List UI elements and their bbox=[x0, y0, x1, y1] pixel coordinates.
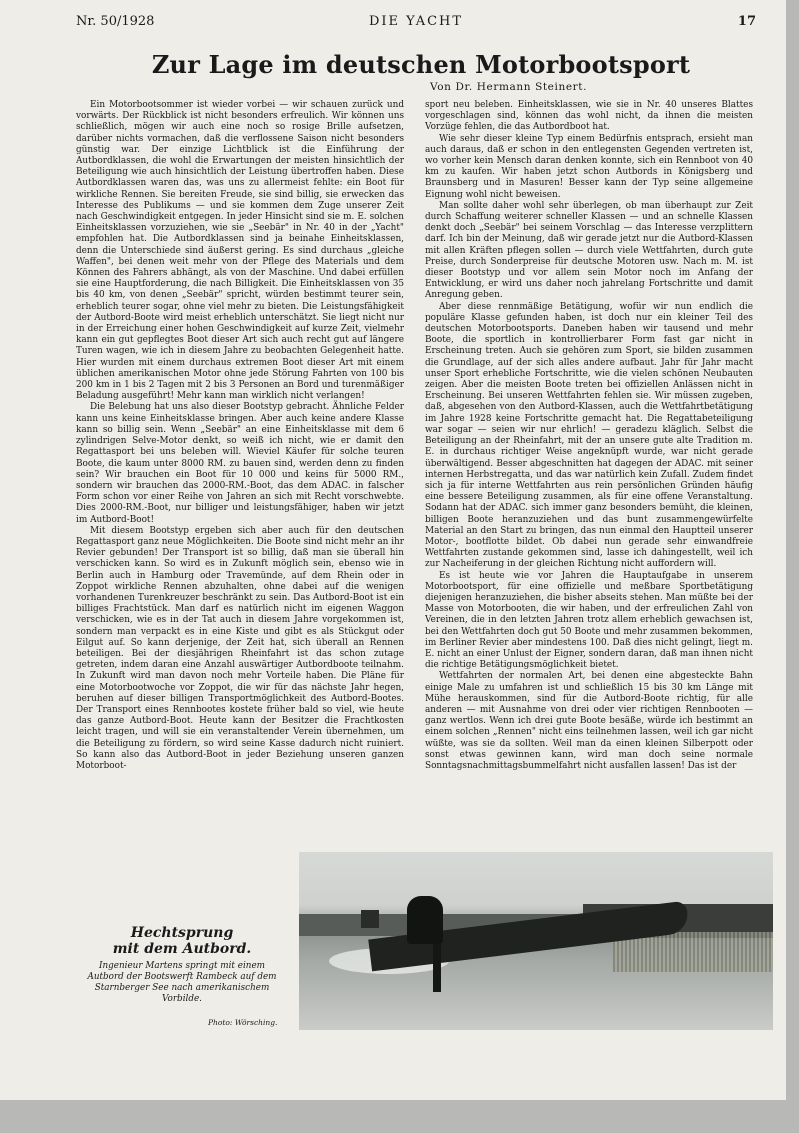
paragraph: Es ist heute wie vor Jahren die Hauptaufgabe in unserem Motorbootsport, für eine offizielle und meßbare Sportbetätigung diejenigen heranzuziehen, die bisher abseits stehen. Man müßte bei der Masse von Motorbooten, die wir haben, und der erfreulichen Zahl von Vereinen, die in den letzten Jahren trotz allem erheblich gewachsen ist, bei den Wettfahrten doch gut 50 Boote und mehr zusammen bekommen, im Berliner Revier aber mindestens 100. Daß dies nicht gelingt, liegt m. E. nicht an einer Unlust der Eigner, sondern daran, daß man ihnen nicht die richtige Betätigungsmöglichkeit bietet. bbox=[425, 570, 753, 671]
photo-motor-leg bbox=[433, 944, 441, 992]
caption-title-line: Hechtsprung bbox=[130, 925, 234, 941]
article-column-left bbox=[76, 100, 404, 835]
paragraph: Die Belebung hat uns also dieser Bootstyp gebracht. Ähnliche Felder kann uns keine Einheitsklasse bringen. Aber auch keine andere Klasse kann so billig sein. Wenn „Seebär" an eine Einheitsklasse mit dem 6 zylindrigen Selve-Motor denkt, so weiß ich nicht, wie er damit den Regattasport bei uns beleben will. Wieviel Käufer für solche teuren Boote, die kaum unter 8000 RM. zu bauen sind, werden denn zu finden sein? Wir brauchen ein Boot für 10 000 und keins für 5000 RM., sondern wir brauchen das 2000-RM.-Boot, das dem ADAC. in falscher Form schon vor einer Reihe von Jahren an sich mit Recht vorschwebte. Dies 2000-RM.-Boot, nur billiger und leistungsfähiger, haben wir jetzt im Autbord-Boot! bbox=[76, 402, 404, 525]
paragraph: Aber diese rennmäßige Betätigung, wofür wir nun endlich die populäre Klasse gefunden haben, ist doch nur ein kleiner Teil des deutschen Motorbootsports. Daneben haben wir tausend und mehr Boote, die sportlich in kontrollierbarer Form fast gar nicht in Erscheinung treten. Auch sie gehören zum Sport, sie bilden zusammen die Grundlage, auf der sich alles andere aufbaut. Jahr für Jahr macht unser Sport erhebliche Fortschritte, wie die vielen schönen Neubauten zeigen. Aber die meisten Boote treten bei offiziellen Anlässen nicht in Erscheinung. Bei unseren Wettfahrten fehlen sie. Wir müssen zugeben, daß, abgesehen von den Autbord-Klassen, auch die Wettfahrtbetätigung im Jahre 1928 keine Fortschritte gemacht hat. Die Regattabeteiligung war sogar — seien wir nur ehrlich! — geradezu kläglich. Selbst die Beteiligung an der Rheinfahrt, mit der an unsere gute alte Tradition m. E. in durchaus richtiger Weise angeknüpft wurde, war nicht gerade überwältigend. Besser abgeschnitten hat dagegen der ADAC. mit seiner internen Herbstregatta, und das war natürlich kein Zufall. Zudem findet sich ja für interne Wettfahrten aus rein persönlichen Gründen häufig eine bessere Beteiligung zusammen, als für eine offene Veranstaltung. Sodann hat der ADAC. sich immer ganz besonders bemüht, die kleinen, billigen Boote heranzuziehen und das bunt zusammengewürfelte Material an den Start zu bringen, das nun einmal den Hauptteil unserer Motor-, bootflotte bildet. Ob dabei nun gerade sehr einwandfreie Wettfahrten zustande gekommen sind, lasse ich dahingestellt, weil ich zur Nacheiferung in der gleichen Richtung nicht auffordern will. bbox=[425, 301, 753, 570]
photo-credit: Photo: Wörsching. bbox=[208, 1018, 278, 1027]
article-byline: Von Dr. Hermann Steinert. bbox=[430, 81, 588, 93]
figure-caption-text: Ingenieur Martens springt mit einem Autbord der Bootswerft Rambeck auf dem Starnberger See nach amerikanischem Vorbilde. bbox=[87, 961, 277, 1004]
paragraph: Ein Motorbootsommer ist wieder vorbei — wir schauen zurück und vorwärts. Der Rückblick ist nicht besonders erfreulich. Wir können uns schließlich, mögen wir auch eine noch so rosige Brille aufsetzen, darüber nichts vormachen, daß die verflossene Saison nicht besonders günstig war. Der einzige Lichtblick ist die Einführung der Autbordklassen, die wohl die Erwartungen der meisten hinsichtlich der Beteiligung wie auch hinsichtlich der Leistung übertroffen haben. Diese Autbordklassen waren das, was uns zu allermeist fehlte: ein Boot für wirkliche Rennen. Sie bereiten Freude, sie sind billig, sie erwecken das Interesse des Publikums — und sie kommen dem Zuge unserer Zeit nach Geschwindigkeit entgegen. In jeder Hinsicht sind sie m. E. solchen Einheitsklassen vorzuziehen, wie sie „Seebär" in Nr. 40 in der „Yacht" empfohlen hat. Die Autbordklassen sind ja beinahe Einheitsklassen, denn die Unterschiede sind äußerst gering. Es sind durchaus „gleiche Waffen", bei denen weit mehr von der Pflege des Materials und dem Können des Fahrers abhängt, als von der Maschine. Und dabei erfüllen sie eine Hauptforderung, die nach Billigkeit. Die Einheitsklassen von 35 bis 40 km, von denen „Seebär" spricht, würden bestimmt teurer sein, erheblich teurer sogar, ohne viel mehr zu bieten. Die Leistungsfähigkeit der Autbord-Boote wird meist erheblich unterschätzt. Sie liegt nicht nur in der Erreichung einer hohen Geschwindigkeit auf kurze Zeit, vielmehr kann ein gut gepflegtes Boot dieser Art sich auch recht gut auf längere Turen wagen, wie ich in diesem Jahre zu beobachten Gelegenheit hatte. Hier wurden mit einem durchaus extremen Boot dieser Art mit einem üblichen amerikanischen Motor ohne jede Störung Fahrten von 100 bis 200 km in 1 bis 2 Tagen mit 2 bis 3 Personen an Bord und turenmäßiger Beladung ausgeführt! Mehr kann man wirklich nicht verlangen! bbox=[76, 100, 404, 402]
paragraph: Wettfahrten der normalen Art, bei denen eine abgesteckte Bahn einige Male zu umfahren ist und schließlich 15 bis 30 km Länge mit Mühe herauskommen, sind für die Autbord-Boote richtig, für alle anderen — mit Ausnahme von drei oder vier richtigen Rennbooten — ganz wertlos. Wenn ich drei gute Boote besäße, würde ich bestimmt an einem solchen „Rennen" nicht eins teilnehmen lassen, weil ich gar nicht wüßte, was sie da sollten. Weil man da einen kleinen Silberpott oder sonst etwas gewinnen kann, wird man doch seine normale Sonntagsnachmittagsbummelfahrt nicht ausfallen lassen! Das ist der bbox=[425, 671, 753, 771]
boat-photo bbox=[299, 852, 773, 1030]
paragraph: sport neu beleben. Einheitsklassen, wie sie in Nr. 40 unseres Blattes vorgeschlagen sind, können das wohl nicht, da ihnen die meisten Vorzüge fehlen, die das Autbordboot hat. bbox=[425, 100, 753, 133]
paragraph: Wie sehr dieser kleine Typ einem Bedürfnis entsprach, ersieht man auch daraus, daß er schon in den entlegensten Gegenden vertreten ist, wo vorher kein Mensch daran denken konnte, sich ein Rennboot von 40 km zu kaufen. Wir haben jetzt schon Autbords in Königsberg und Braunsberg und in Masuren! Besser kann der Typ seine allgemeine Eignung wohl nicht beweisen. bbox=[425, 133, 753, 200]
paragraph: Mit diesem Bootstyp ergeben sich aber auch für den deutschen Regattasport ganz neue Möglichkeiten. Die Boote sind nicht mehr an ihr Revier gebunden! Der Transport ist so billig, daß man sie überall hin verschicken kann. So wird es in Zukunft möglich sein, ebenso wie in Berlin auch in Hamburg oder Travemünde, auf dem Rhein oder in Zoppot wirkliche Rennen abzuhalten, ohne dabei auf die wenigen vorhandenen Turenkreuzer beschränkt zu sein. Das Autbord-Boot ist ein billiges Frachtstück. Man darf es natürlich nicht im eigenen Waggon verschicken, wie es in der Tat auch in diesem Jahre vorgekommen ist, sondern man verpackt es in eine Kiste und gibt es als Stückgut oder Eilgut auf. So kann derjenige, der Zeit hat, sich überall an Rennen beteiligen. Bei der diesjährigen Rheinfahrt ist das schon zutage getreten, indem daran eine Anzahl auswärtiger Autbordboote teilnahm. In Zukunft wird man davon noch mehr Vorteile haben. Die Pläne für eine Motorbootwoche vor Zoppot, die wir für das nächste Jahr hegen, beruhen auf dieser billigen Transportmöglichkeit des Autbord-Bootes. Der Transport eines Rennbootes kostete früher bald so viel, wie heute das ganze Autbord-Boot. Heute kann der Besitzer die Frachtkosten leicht tragen, und will sie ein veranstaltender Verein übernehmen, um die Beteiligung zu fördern, so wird seine Kasse dadurch nicht ruiniert. So kann also das Autbord-Boot in jeder Beziehung unseren ganzen Motorboot- bbox=[76, 525, 404, 771]
page-number: 17 bbox=[737, 14, 756, 29]
photo-driver bbox=[407, 896, 443, 944]
paragraph: Man sollte daher wohl sehr überlegen, ob man überhaupt zur Zeit durch Schaffung weiterer schneller Klassen — und an schnelle Klassen denkt doch „Seebär" bei seinem Vorschlag — das Interesse verzplittern darf. Ich bin der Meinung, daß wir gerade jetzt nur die Autbord-Klassen mit allen Kräften pflegen sollen — durch viele Wettfahrten, durch gute Preise, durch Sonderpreise für deutsche Motoren usw. Nach m. M. ist dieser Bootstyp und vor allem sein Motor noch im Anfang der Entwicklung, er wird uns daher noch jahrelang Fortschritte und damit Anregung geben. bbox=[425, 200, 753, 301]
issue-number: Nr. 50/1928 bbox=[76, 14, 155, 29]
figure-caption-title bbox=[82, 925, 282, 957]
photo-outboard-motor bbox=[361, 910, 379, 928]
caption-title-line: mit dem Autbord. bbox=[112, 941, 252, 957]
article-column-right bbox=[425, 100, 753, 835]
running-header bbox=[76, 14, 756, 34]
journal-name: DIE YACHT bbox=[368, 14, 464, 29]
article-title: Zur Lage im deutschen Motorbootsport bbox=[151, 50, 691, 79]
